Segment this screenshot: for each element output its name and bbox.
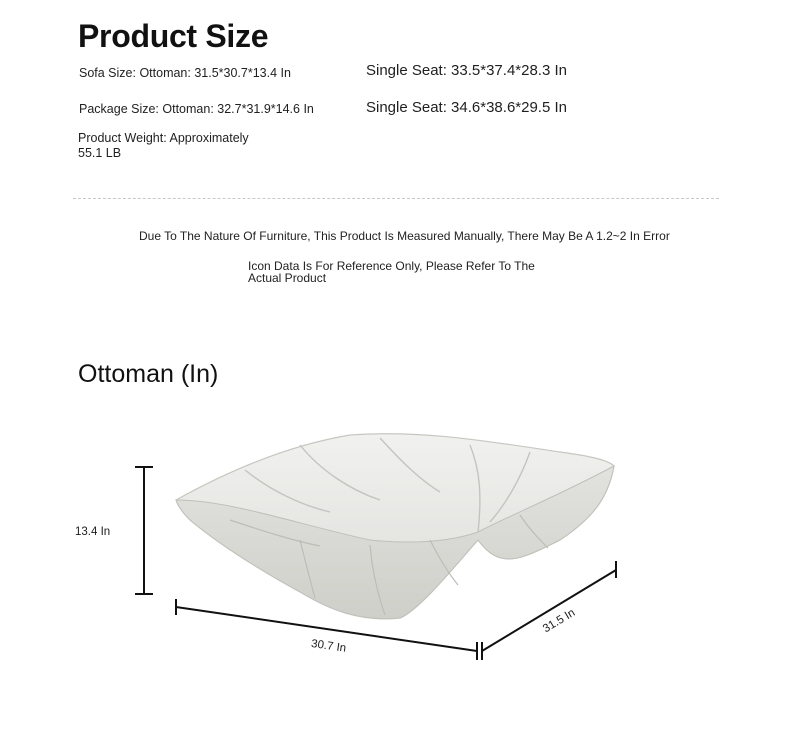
- product-weight-line1: Product Weight: Approximately: [78, 131, 249, 145]
- sofa-size-spec: Sofa Size: Ottoman: 31.5*30.7*13.4 In: [79, 66, 291, 80]
- ottoman-section-title: Ottoman (In): [78, 360, 219, 388]
- height-label: 13.4 In: [75, 526, 111, 538]
- width-label: 30.7 In: [310, 638, 347, 655]
- measurement-error-note: Due To The Nature Of Furniture, This Product Is Measured Manually, There May Be A 1.2~2 In Error: [139, 229, 670, 243]
- depth-dimension-line: [482, 561, 616, 660]
- depth-label: 31.5 In: [541, 606, 578, 636]
- page-title: Product Size: [78, 18, 269, 54]
- reference-note-line2: Actual Product: [248, 271, 327, 285]
- single-seat-size-spec: Single Seat: 33.5*37.4*28.3 In: [366, 62, 567, 79]
- product-weight-line2: 55.1 LB: [78, 146, 122, 160]
- single-seat-package-spec: Single Seat: 34.6*38.6*29.5 In: [366, 99, 567, 116]
- height-dimension-line: [135, 467, 153, 594]
- package-size-spec: Package Size: Ottoman: 32.7*31.9*14.6 In: [79, 102, 314, 116]
- reference-note-line1: Icon Data Is For Reference Only, Please Refer To The: [248, 259, 535, 273]
- ottoman-illustration: [176, 434, 614, 619]
